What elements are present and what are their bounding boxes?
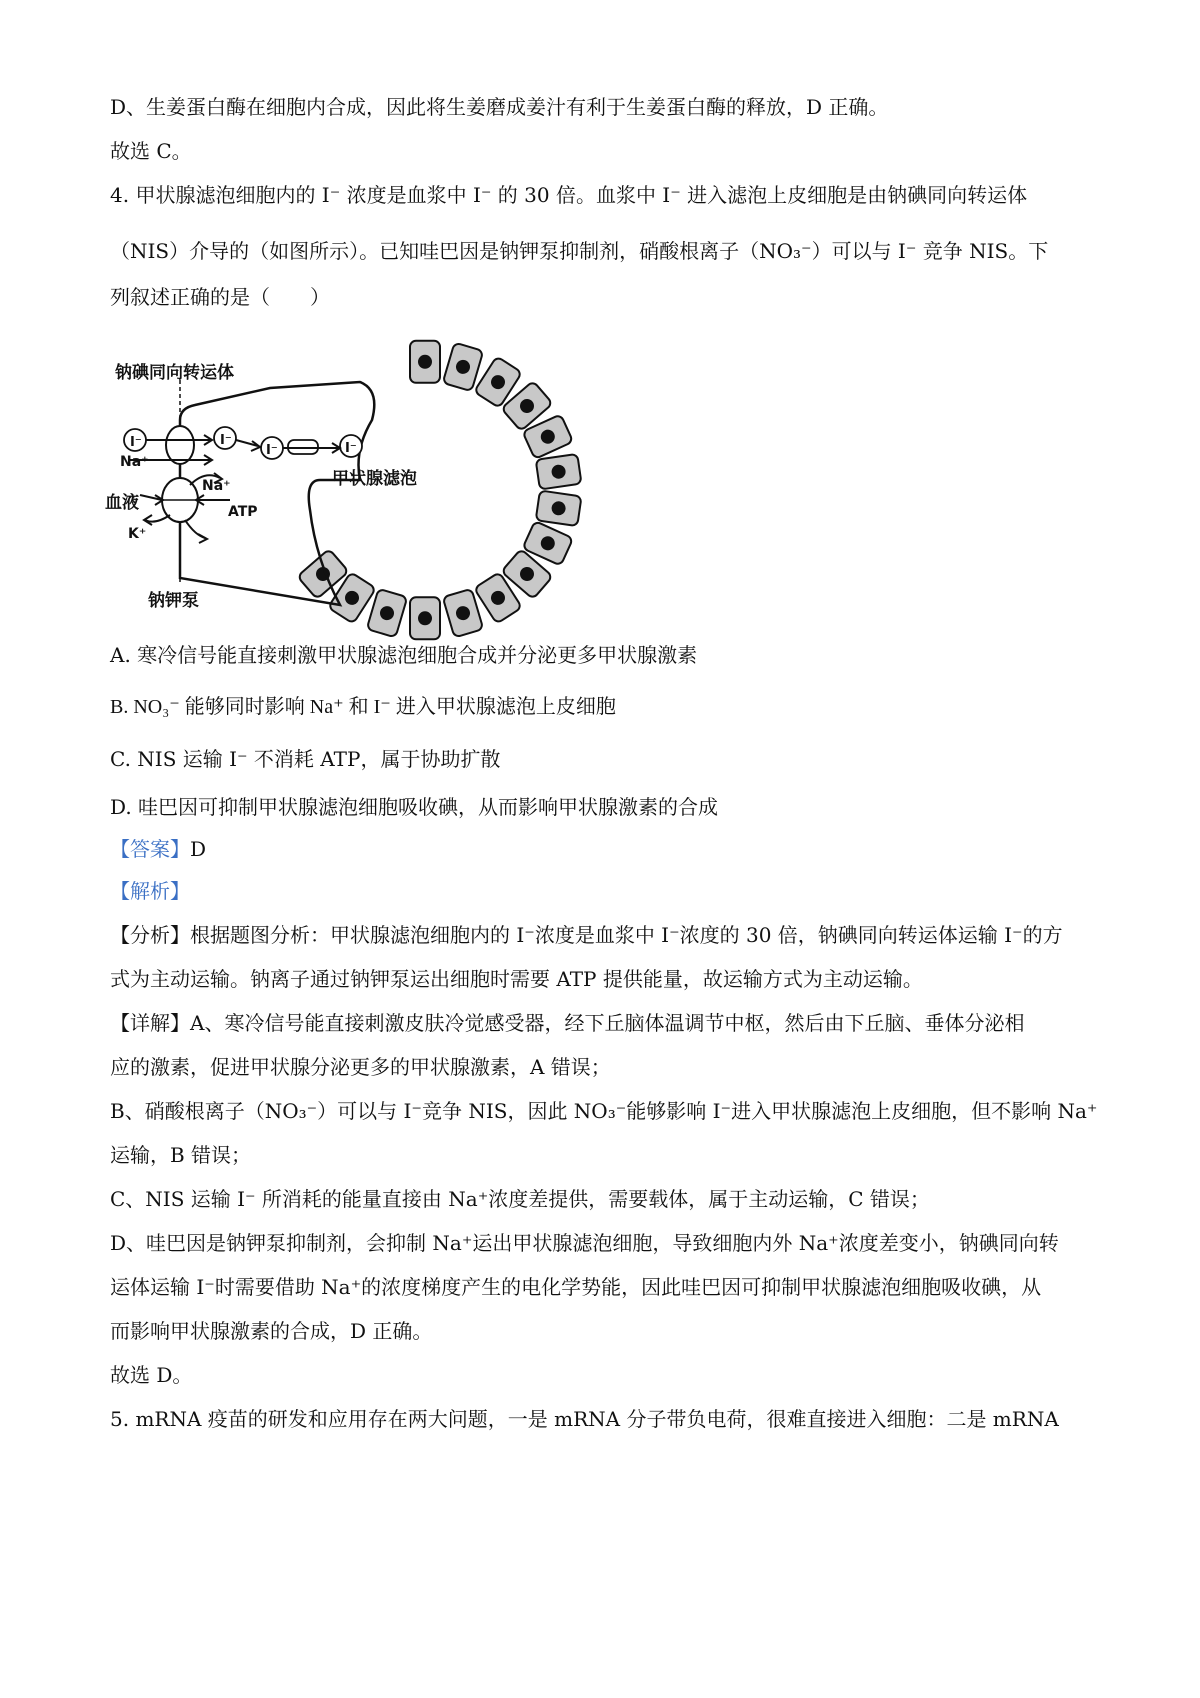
follicle-cell-icon (536, 490, 582, 526)
option-d: D. 哇巴因可抑制甲状腺滤泡细胞吸收碘，从而影响甲状腺激素的合成 (110, 795, 719, 819)
label-pump: 钠钾泵 (148, 591, 199, 611)
follicle-cell-icon (367, 589, 408, 638)
follicle-cell-icon (536, 454, 582, 490)
thyroid-follicle-diagram (105, 360, 570, 680)
ion-label: K⁺ (128, 526, 147, 542)
detail-line: 应的激素，促进甲状腺分泌更多的甲状腺激素，A 错误； (110, 1055, 611, 1079)
question-4-line: （NIS）介导的（如图所示）。已知哇巴因是钠钾泵抑制剂，硝酸根离子（NO₃⁻）可以与 I⁻ 竞争 NIS。下 (110, 239, 1049, 263)
question-4-line: 列叙述正确的是（ ） (110, 285, 330, 309)
answer-tag: 【答案】 (110, 837, 190, 861)
label-follicle: 甲状腺滤泡 (332, 469, 417, 489)
question-5-line: 5. mRNA 疫苗的研发和应用存在两大问题，一是 mRNA 分子带负电荷，很难直接进入细胞：二是 mRNA (110, 1407, 1059, 1431)
answer-value: D (190, 837, 207, 861)
follicle-cell-icon (410, 597, 440, 639)
follicle-cell-icon (443, 589, 484, 638)
text-line: 故选 C。 (110, 139, 192, 163)
answer-line (110, 834, 206, 864)
ion-label: I⁻ (130, 435, 142, 450)
ion-label: I⁻ (345, 441, 357, 456)
nis-transporter-icon (166, 426, 194, 464)
detail-line: C、NIS 运输 I⁻ 所消耗的能量直接由 Na⁺浓度差提供，需要载体，属于主动运输，C 错误； (110, 1187, 930, 1211)
ion-label: Na⁺ (120, 454, 149, 470)
atp-label: ATP (228, 504, 258, 520)
follicle-cells (297, 341, 581, 640)
text-line: 故选 D。 (110, 1363, 193, 1387)
analysis-line: 【分析】根据题图分析：甲状腺滤泡细胞内的 I⁻浓度是血浆中 I⁻浓度的 30 倍，钠碘同向转运体运输 I⁻的方 (110, 923, 1063, 947)
analysis-line: 式为主动运输。钠离子通过钠钾泵运出细胞时需要 ATP 提供能量，故运输方式为主动运输。 (110, 967, 923, 991)
option-a: A. 寒冷信号能直接刺激甲状腺滤泡细胞合成并分泌更多甲状腺激素 (110, 643, 698, 667)
detail-line: 【详解】A、寒冷信号能直接刺激皮肤冷觉感受器，经下丘脑体温调节中枢，然后由下丘脑、垂体分泌相 (110, 1011, 1025, 1035)
analysis-tag: 【解析】 (110, 879, 190, 903)
label-blood: 血液 (105, 493, 139, 513)
detail-line: B、硝酸根离子（NO₃⁻）可以与 I⁻竞争 NIS，因此 NO₃⁻能够影响 I⁻进入甲状腺滤泡上皮细胞，但不影响 Na⁺ (110, 1099, 1098, 1123)
follicle-cell-icon (443, 343, 484, 392)
follicle-cell-icon (410, 341, 440, 383)
option-c: C. NIS 运输 I⁻ 不消耗 ATP，属于协助扩散 (110, 747, 501, 771)
label-nis: 钠碘同向转运体 (115, 363, 234, 383)
ion-label: I⁻ (266, 443, 278, 458)
detail-line: 运输，B 错误； (110, 1143, 252, 1167)
question-4-line: 4. 甲状腺滤泡细胞内的 I⁻ 浓度是血浆中 I⁻ 的 30 倍。血浆中 I⁻ 进入滤泡上皮细胞是由钠碘同向转运体 (110, 183, 1028, 207)
detail-line: 而影响甲状腺激素的合成，D 正确。 (110, 1319, 433, 1343)
ion-label: I⁻ (220, 433, 232, 448)
detail-line: 运体运输 I⁻时需要借助 Na⁺的浓度梯度产生的电化学势能，因此哇巴因可抑制甲状腺滤泡细胞吸收碘，从 (110, 1275, 1042, 1299)
text-line: D、生姜蛋白酶在细胞内合成，因此将生姜磨成姜汁有利于生姜蛋白酶的释放，D 正确。 (110, 95, 889, 119)
option-b: B. NO₃⁻ 能够同时影响 Na⁺ 和 I⁻ 进入甲状腺滤泡上皮细胞 (110, 696, 616, 718)
ion-label: Na⁺ (202, 478, 231, 494)
detail-line: D、哇巴因是钠钾泵抑制剂，会抑制 Na⁺运出甲状腺滤泡细胞，导致细胞内外 Na⁺浓度差变小，钠碘同向转 (110, 1231, 1059, 1255)
